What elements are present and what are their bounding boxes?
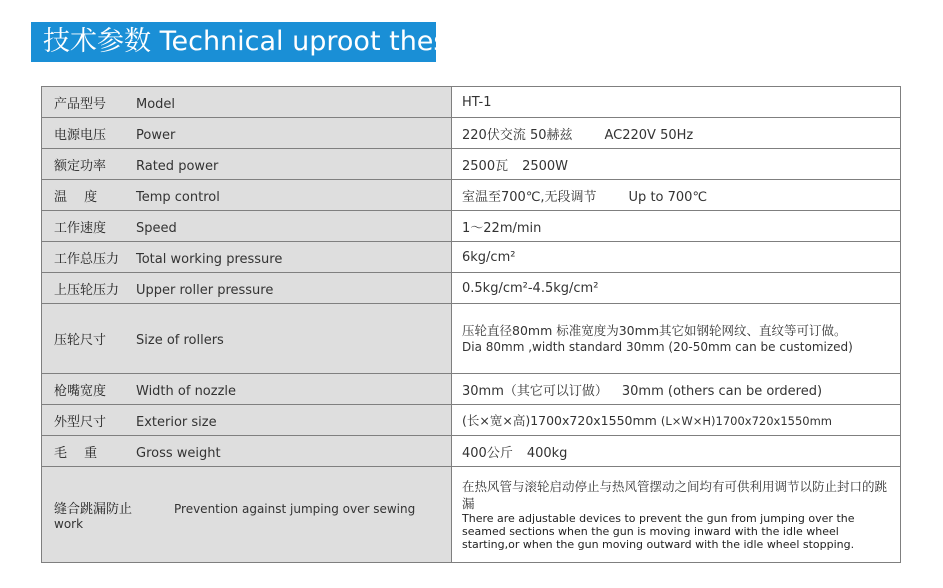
spec-value: 室温至700℃,无段调节 Up to 700℃ [452,180,901,211]
page-title: 技术参数 Technical uproot these: [31,22,436,62]
table-row [42,273,901,304]
spec-value: 220伏交流 50赫兹 AC220V 50Hz [452,118,901,149]
spec-label: 工作速度 Speed [42,211,452,242]
spec-label: 上压轮压力 Upper roller pressure [42,273,452,304]
spec-table [41,86,901,563]
spec-label: 额定功率 Rated power [42,149,452,180]
table-row [42,374,901,405]
spec-value: 在热风管与滚轮启动停止与热风管摆动之间均有可供利用调节以防止封口的跳漏 There are adjustable devices to prevent the gun from jumping over the seamed sections when the gun is moving inward with the idle wheel starting,or when the gun moving outward with the idle wheel stopping. [452,467,901,563]
table-row [42,467,901,563]
spec-value: 0.5kg/cm²-4.5kg/cm² [452,273,901,304]
table-row [42,211,901,242]
table-row [42,118,901,149]
spec-label: 产品型号 Model [42,87,452,118]
spec-value: 400公斤 400kg [452,436,901,467]
spec-label: 压轮尺寸 Size of rollers [42,304,452,374]
spec-value: HT-1 [452,87,901,118]
spec-value: 30mm（其它可以订做） 30mm (others can be ordered) [452,374,901,405]
spec-value: 1～22m/min [452,211,901,242]
spec-label: 电源电压 Power [42,118,452,149]
table-row [42,405,901,436]
spec-value: 2500瓦 2500W [452,149,901,180]
spec-label: 毛 重 Gross weight [42,436,452,467]
spec-label: 枪嘴宽度 Width of nozzle [42,374,452,405]
spec-label: 缝合跳漏防止 Prevention against jumping over sewing work [42,467,452,563]
spec-label: 温 度 Temp control [42,180,452,211]
spec-value: (长×宽×高)1700x720x1550mm (L×W×H)1700x720x1550mm [452,405,901,436]
table-row [42,242,901,273]
table-row [42,436,901,467]
table-row [42,149,901,180]
spec-value: 6kg/cm² [452,242,901,273]
spec-value: 压轮直径80mm 标准宽度为30mm其它如钢轮网纹、直纹等可订做。 Dia 80mm ,width standard 30mm (20-50mm can be customized) [452,304,901,374]
spec-label: 外型尺寸 Exterior size [42,405,452,436]
table-row [42,180,901,211]
table-row [42,304,901,374]
spec-label: 工作总压力 Total working pressure [42,242,452,273]
table-row [42,87,901,118]
